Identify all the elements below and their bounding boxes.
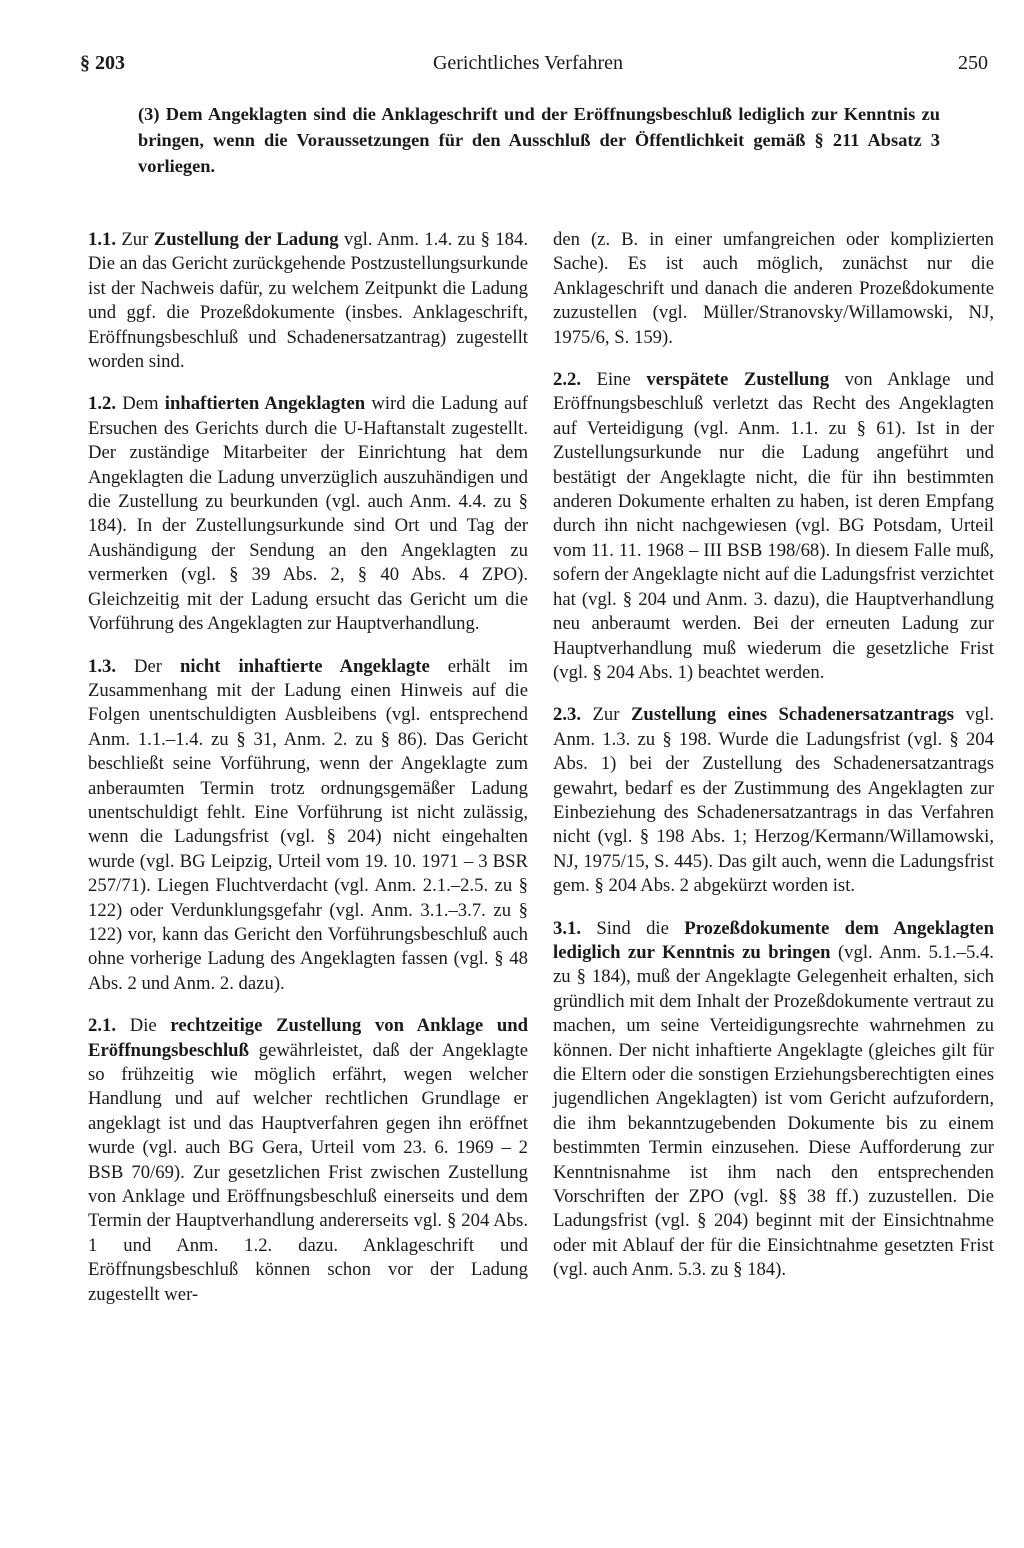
paragraph-keyword: Zustellung der Ladung [153, 229, 339, 250]
commentary-paragraph [88, 655, 528, 997]
page-header [68, 52, 988, 84]
paragraph-keyword: inhaftierten Angeklagten [164, 393, 366, 415]
paragraph-text: Eine [581, 369, 647, 391]
paragraph-text: vgl. Anm. 1.4. zu § 184. Die an das Gericht zurückgehende Postzustellungsurkunde ist der Nachweis dafür, zu welchem Zeitpunkt die Ladung und ggf. die Prozeßdokumente (insbes. Anklageschrift, Eröffnungsbeschluß und Schadenersatzantrag) zugestellt worden sind. [88, 229, 529, 373]
running-title: Gerichtliches Verfahren [432, 52, 624, 74]
paragraph-text: Der [116, 655, 180, 677]
paragraph-text: den (z. B. in einer umfangreichen oder komplizierten Sache). Es ist auch möglich, zunächst nur die Anklageschrift und danach die anderen Prozeßdokumente zuzustellen (vgl. Müller/Stranovsky/Willamowski, NJ, 1975/6, S. 159). [553, 229, 994, 348]
paragraph-keyword: verspätete Zustellung [646, 369, 830, 391]
paragraph-text: von Anklage und Eröffnungsbeschluß verletzt das Recht des Angeklagten auf Verteidigung (vgl. Anm. 1.1. zu § 61). Ist in der Zustellungsurkunde nur die Ladung angeführt und bestätigt der Angeklagte nicht, die für ihn bestimmten anderen Dokumente erhalten zu haben, ist deren Empfang durch ihn nicht nachgewiesen (vgl. BG Potsdam, Urteil vom 11. 11. 1968 – III BSB 198/68). In diesem Falle muß, sofern der Angeklagte nicht auf die Ladungsfrist verzichtet hat (vgl. § 204 und Anm. 3. dazu), die Hauptverhandlung neu anberaumt werden. Bei der erneuten Ladung zur Hauptverhandlung muß wiederum die gesetzliche Frist (vgl. § 204 Abs. 1) beachtet werden. [553, 369, 995, 683]
right-column [553, 228, 994, 1301]
paragraph-keyword: rechtzeitige Zustellung von Anklage und Eröffnungsbeschluß [88, 1015, 529, 1061]
commentary-paragraph [553, 228, 994, 350]
paragraph-text: Dem [116, 393, 165, 415]
paragraph-number: 2.1. [88, 1015, 117, 1037]
commentary-paragraph [553, 703, 994, 898]
paragraph-text: wird die Ladung auf Ersuchen des Gerichts durch die U-Haftanstalt zugestellt. Der zuständige Mitarbeiter der Einrichtung hat dem Angeklagten die Ladung unverzüglich auszuhändigen und die Zustellung zu beurkunden (vgl. auch Anm. 4.4. zu § 184). In der Zustellungsurkunde sind Ort und Tag der Aushändigung der Sendung an den Angeklagten zu vermerken (vgl. § 39 Abs. 2, § 40 Abs. 4 ZPO). Gleichzeitig mit der Ladung ersucht das Gericht um die Vorführung des Angeklagten zur Hauptverhandlung. [88, 393, 529, 635]
left-column [88, 228, 528, 1325]
commentary-paragraph [88, 392, 528, 636]
paragraph-number: 2.2. [553, 369, 582, 391]
commentary-paragraph [88, 228, 528, 374]
paragraph-keyword: Zustellung eines Schadenersatzantrags [630, 704, 954, 726]
paragraph-text: Zur [581, 704, 631, 726]
commentary-paragraph [88, 1014, 528, 1307]
statute-subsection-3: (3) Dem Angeklagten sind die Anklageschrift und der Eröffnungsbeschluß lediglich zur Kenntnis zu bringen, wenn die Voraussetzungen für den Ausschluß der Öffentlichkeit gemäß § 211 Absatz 3 vorliegen. [138, 104, 940, 176]
section-number: § 203 [80, 52, 125, 74]
commentary-paragraph [553, 368, 994, 685]
paragraph-number: 3.1. [553, 917, 582, 939]
paragraph-text: (vgl. Anm. 5.1.–5.4. zu § 184), muß der Angeklagte Gelegenheit erhalten, sich gründlich mit dem Inhalt der Prozeßdokumente vertraut zu machen, um seine Verteidigungsrechte wahrnehmen zu können. Der nicht inhaftierte Angeklagte (gleiches gilt für die Eltern oder die sonstigen Erziehungsberechtigten eines jugendlichen Angeklagten) ist vom Gericht aufzufordern, die ihm bekanntzugebenden Dokumente bis zu einem bestimmten Termin einzusehen. Diese Aufforderung zur Kenntnisnahme ist ihm nach den entsprechenden Vorschriften der ZPO (vgl. §§ 38 ff.) zuzustellen. Die Ladungsfrist (vgl. § 204) beginnt mit der Einsichtnahme oder mit Ablauf der für die Einsichtnahme gesetzten Frist (vgl. auch Anm. 5.3. zu § 184). [553, 941, 994, 1281]
paragraph-text: erhält im Zusammenhang mit der Ladung einen Hinweis auf die Folgen unentschuldigten Ausbleibens (vgl. entsprechend Anm. 1.1.–1.4. zu § 31, Anm. 2. zu § 86). Das Gericht beschließt seine Vorführung, wenn der Angeklagte zum anberaumten Termin trotz ordnungsgemäßer Ladung unentschuldigt fehlt. Eine Vorführung ist nicht zulässig, wenn die Ladungsfrist (vgl. § 204) nicht eingehalten wurde (vgl. BG Leipzig, Urteil vom 19. 10. 1971 – 3 BSR 257/71). Liegen Fluchtverdacht (vgl. Anm. 2.1.–2.5. zu § 122) oder Verdunklungsgefahr (vgl. Anm. 3.1.–3.7. zu § 122) vor, kann das Gericht den Vorführungsbeschluß auch ohne vorherige Ladung des Angeklagten fassen (vgl. § 48 Abs. 2 und Anm. 2. dazu). [88, 655, 528, 994]
paragraph-number: 1.3. [88, 655, 117, 677]
paragraph-text: gewährleistet, daß der Angeklagte so frühzeitig wie möglich erfährt, wegen welcher Handlung und auf welcher rechtlichen Grundlage er angeklagt ist und das Hauptverfahren gegen ihn eröffnet wurde (vgl. auch BG Gera, Urteil vom 23. 6. 1969 – 2 BSB 70/69). Zur gesetzlichen Frist zwischen Zustellung von Anklage und Eröffnungsbeschluß einerseits und dem Termin der Hauptverhandlung andererseits vgl. § 204 Abs. 1 und Anm. 1.2. dazu. Anklageschrift und Eröffnungsbeschluß können schon vor der Ladung zugestellt wer- [88, 1039, 528, 1305]
paragraph-text: Die [116, 1015, 171, 1037]
paragraph-number: 1.2. [88, 393, 117, 415]
paragraph-keyword: nicht inhaftierte Angeklagte [179, 655, 430, 677]
paragraph-keyword: Prozeßdokumente dem Angeklagten lediglich zur Kenntnis zu bringen [553, 917, 994, 963]
paragraph-text: Zur [116, 229, 154, 250]
paragraph-text: Sind die [581, 917, 685, 939]
commentary-paragraph [553, 917, 994, 1283]
page-number: 250 [958, 52, 988, 74]
paragraph-text: vgl. Anm. 1.3. zu § 198. Wurde die Ladungsfrist (vgl. § 204 Abs. 1) bei der Zustellung des Schadenersatzantrags gewahrt, bedarf es der Zustimmung des Angeklagten zur Einbeziehung des Schadenersatzantrags in das Verfahren nicht (vgl. § 198 Abs. 1; Herzog/Kermann/Willamowski, NJ, 1975/15, S. 445). Das gilt auch, wenn die Ladungsfrist gem. § 204 Abs. 2 abgekürzt worden ist. [553, 704, 994, 897]
paragraph-number: 2.3. [553, 704, 582, 726]
paragraph-number: 1.1. [88, 229, 117, 250]
